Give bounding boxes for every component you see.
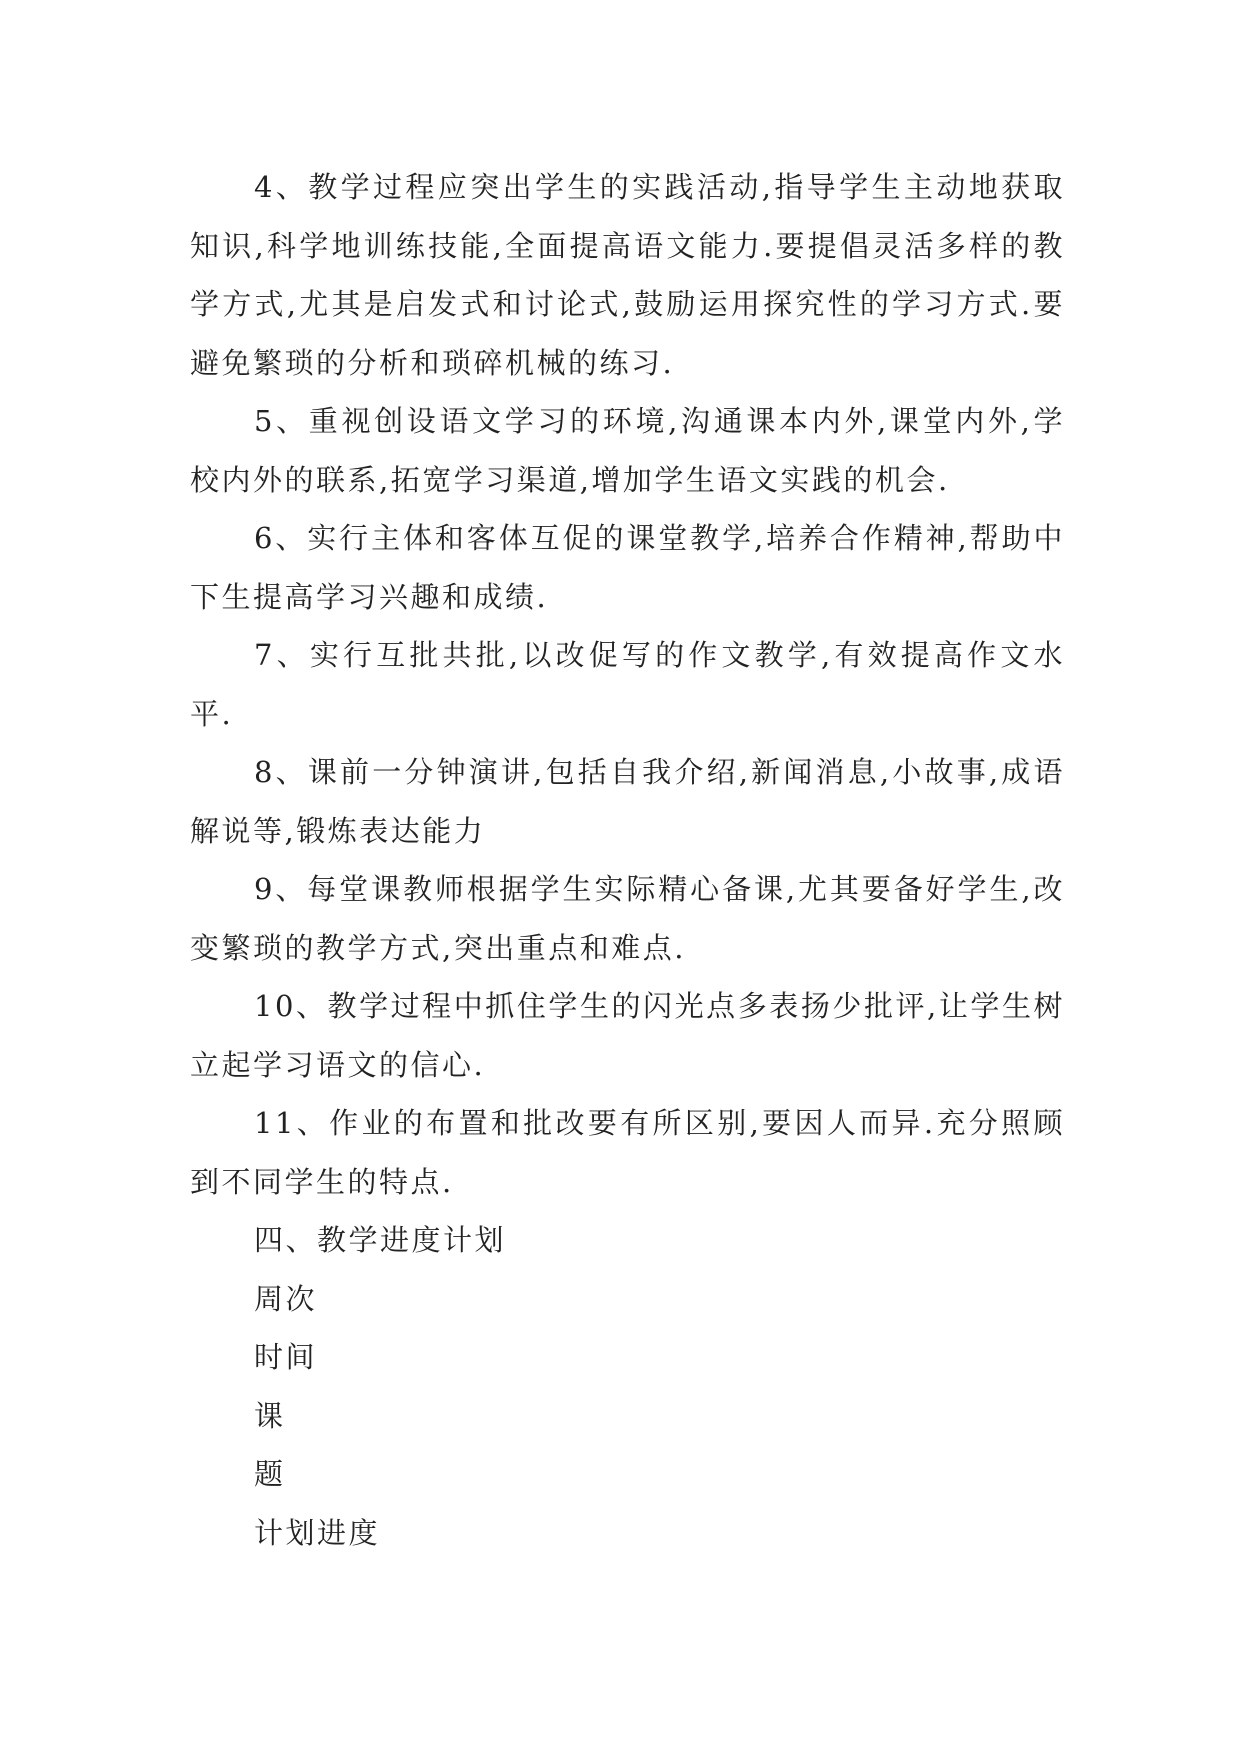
paragraph-8: 8、课前一分钟演讲,包括自我介绍,新闻消息,小故事,成语解说等,锻炼表达能力	[190, 755, 1065, 848]
paragraph-5: 5、重视创设语文学习的环境,沟通课本内外,课堂内外,学校内外的联系,拓宽学习渠道,增加学生语文实践的机会.	[190, 404, 1065, 497]
paragraph-10: 10、教学过程中抓住学生的闪光点多表扬少批评,让学生树立起学习语文的信心.	[190, 989, 1065, 1082]
document-body	[190, 158, 1065, 1562]
paragraph-4: 4、教学过程应突出学生的实践活动,指导学生主动地获取知识,科学地训练技能,全面提高语文能力.要提倡灵活多样的教学方式,尤其是启发式和讨论式,鼓励运用探究性的学习方式.要避免繁琐的分析和琐碎机械的练习.	[190, 170, 1065, 380]
paragraph-11: 11、作业的布置和批改要有所区别,要因人而异.充分照顾到不同学生的特点.	[190, 1106, 1065, 1199]
table-label-lesson: 课	[254, 1398, 286, 1433]
table-label-topic: 题	[254, 1457, 286, 1491]
paragraph-6: 6、实行主体和客体互促的课堂教学,培养合作精神,帮助中下生提高学习兴趣和成绩.	[190, 521, 1065, 614]
table-label-week: 周次	[254, 1281, 318, 1316]
table-label-progress: 计划进度	[254, 1515, 381, 1550]
table-label-time: 时间	[254, 1340, 318, 1374]
paragraph-7: 7、实行互批共批,以改促写的作文教学,有效提高作文水平.	[190, 638, 1065, 731]
section-heading: 四、教学进度计划	[254, 1223, 507, 1257]
paragraph-9: 9、每堂课教师根据学生实际精心备课,尤其要备好学生,改变繁琐的教学方式,突出重点和难点.	[190, 872, 1065, 965]
